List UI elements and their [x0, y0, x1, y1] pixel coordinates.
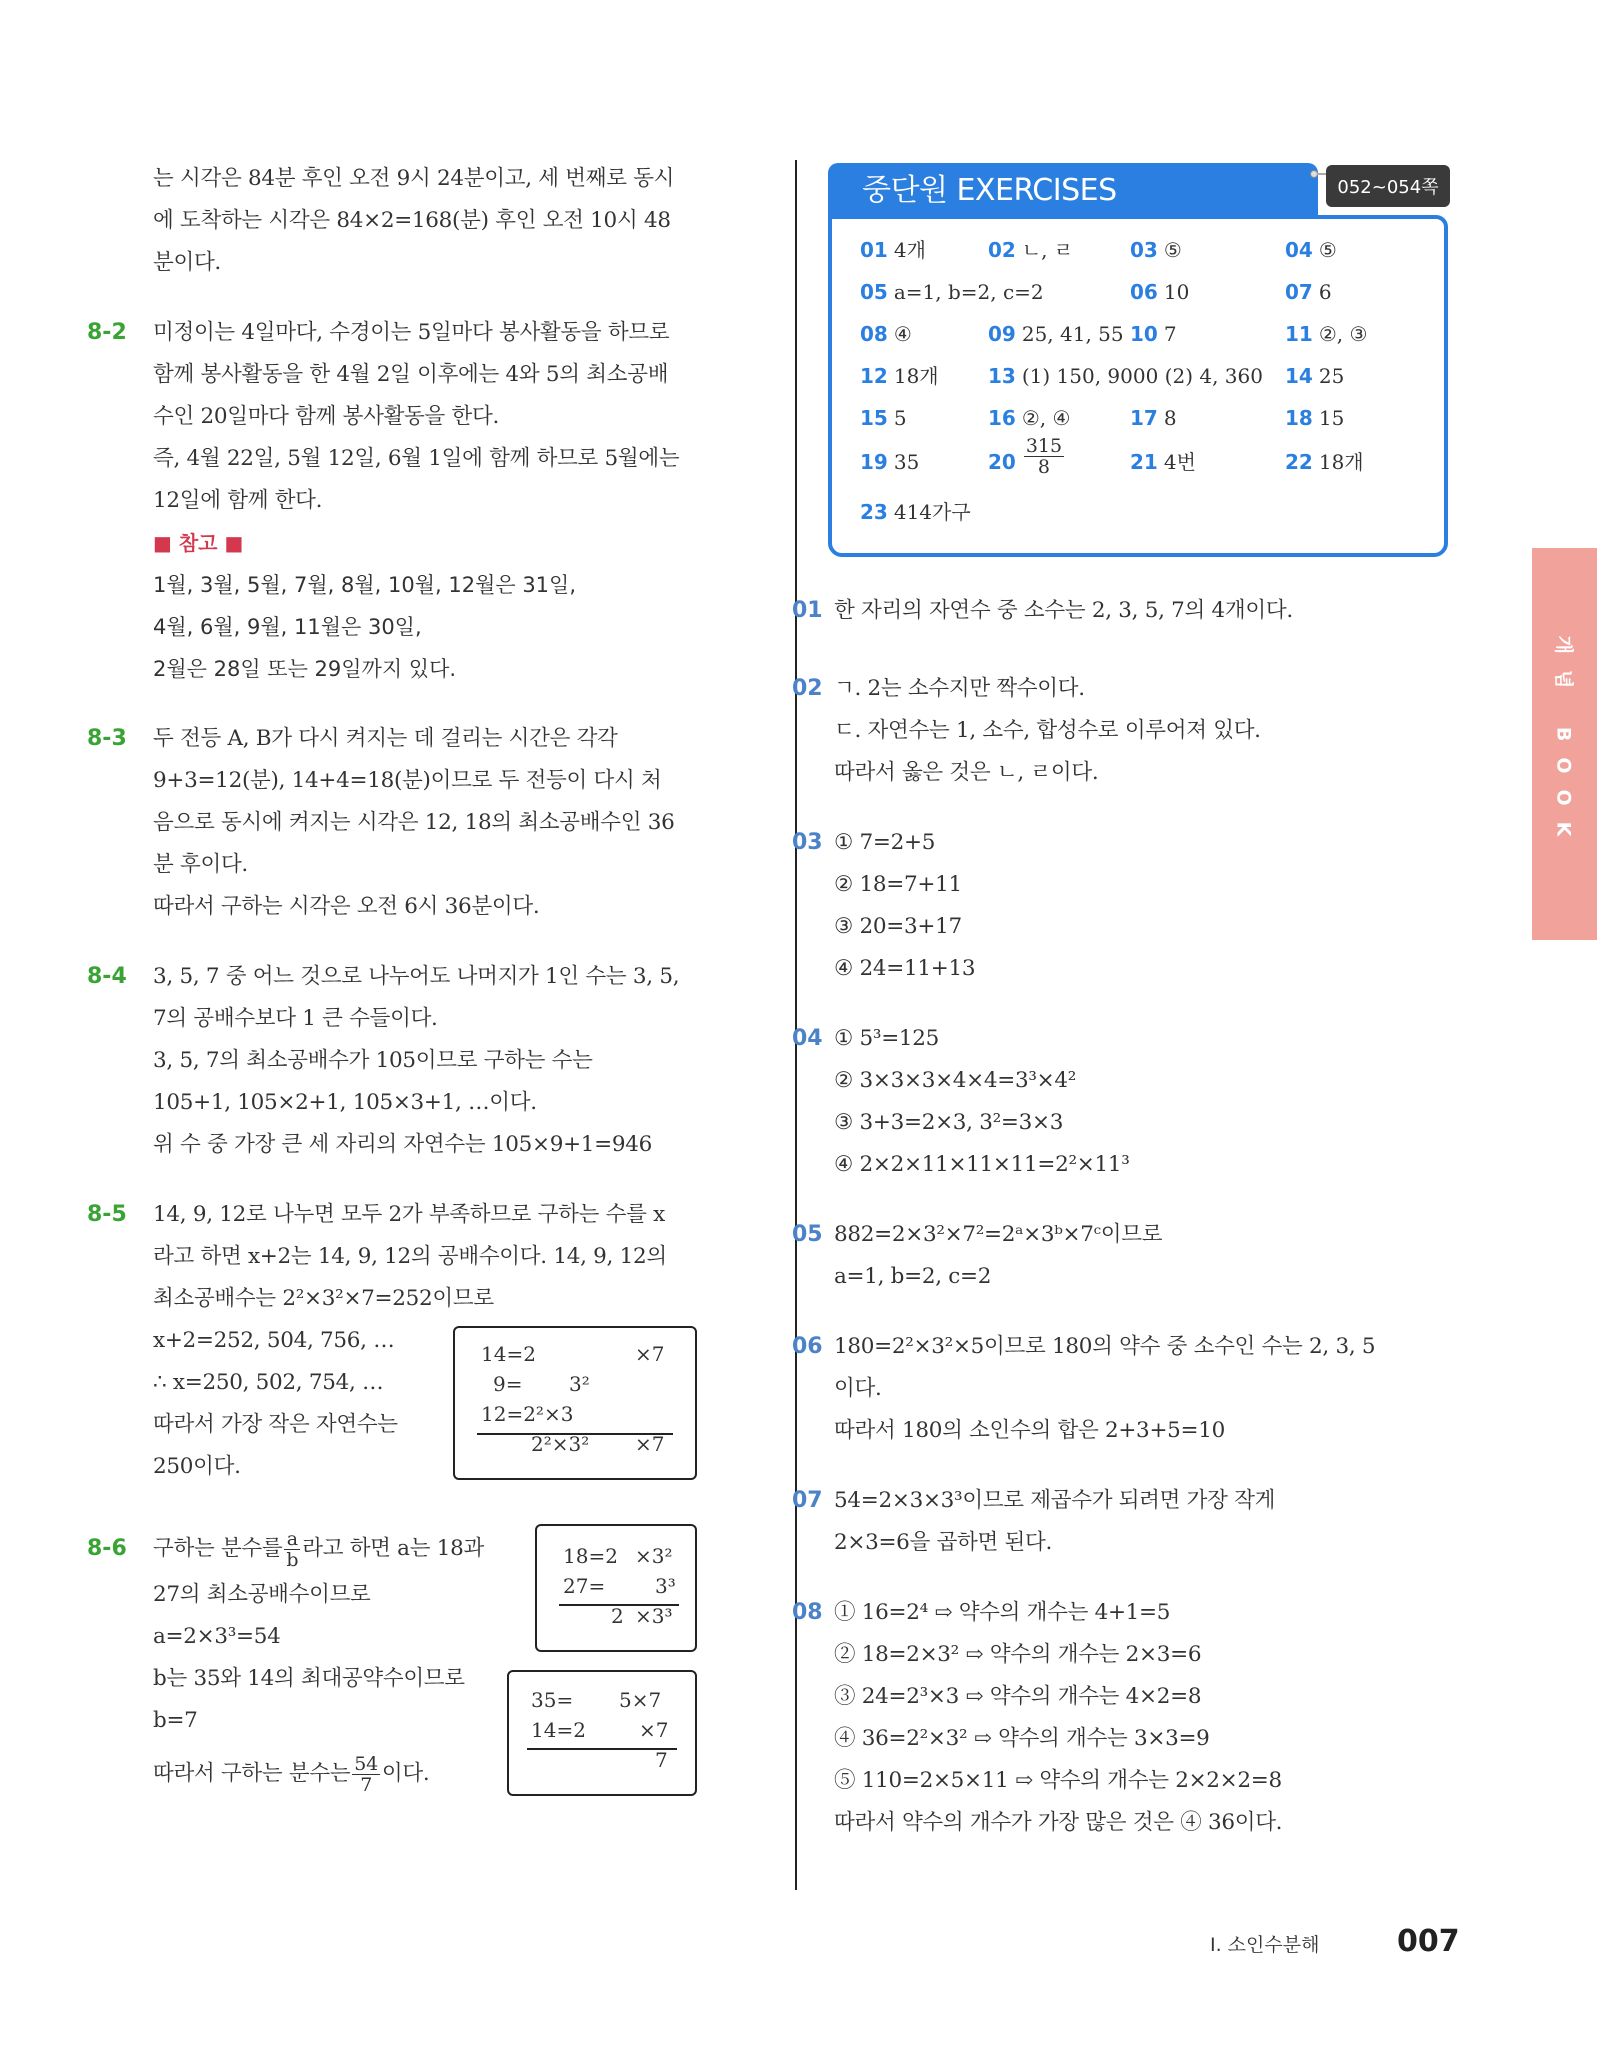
answer-number: 21 [1130, 450, 1158, 474]
answer-number: 07 [1285, 280, 1313, 304]
text-line: ∴ x=250, 502, 754, … [153, 1370, 384, 1395]
answer-item [988, 235, 1073, 265]
text-line: ④ 24=11+13 [834, 956, 976, 981]
answer-value: 25 [1318, 364, 1345, 388]
page-reference-tab: 052~054쪽 [1326, 165, 1450, 207]
note-line: 2월은 28일 또는 29일까지 있다. [153, 657, 457, 681]
answer-value: 35 [893, 450, 920, 474]
answer-value: 4개 [893, 238, 926, 262]
answer-number: 16 [988, 406, 1016, 430]
text-line: 위 수 중 가장 큰 세 자리의 자연수는 105×9+1=946 [153, 1132, 653, 1157]
problem-number: 8-2 [87, 320, 127, 345]
answer-item [988, 403, 1070, 433]
answer-number: 19 [860, 450, 888, 474]
text-line: 분이다. [153, 250, 221, 275]
solution-01 [792, 590, 1446, 632]
gcd-calculation-box [507, 1670, 697, 1796]
answer-item [1130, 447, 1196, 477]
answer-number: 01 [860, 238, 888, 262]
text-line: 882=2×3²×7²=2ᵃ×3ᵇ×7ᶜ이므로 [834, 1222, 1163, 1247]
text-line: ① 7=2+5 [834, 830, 936, 855]
calc-cell: 18=2 [563, 1544, 618, 1568]
solution-03 [792, 822, 1446, 990]
fraction-denominator: 8 [1037, 456, 1051, 478]
calc-cell: 3³ [655, 1574, 676, 1598]
answer-number: 06 [1130, 280, 1158, 304]
calc-cell: 3² [569, 1372, 590, 1396]
answer-number: 09 [988, 322, 1016, 346]
text-line: a=1, b=2, c=2 [834, 1264, 992, 1289]
side-tab-label: 개념 BOOK [1552, 635, 1574, 853]
calc-cell: 7 [655, 1748, 668, 1772]
solution-08 [792, 1592, 1446, 1844]
solution-05 [792, 1214, 1446, 1298]
answer-value: 5 [893, 406, 907, 430]
solution-07 [792, 1480, 1446, 1564]
problem-number: 07 [792, 1488, 823, 1513]
text-line: 라고 하면 x+2는 14, 9, 12의 공배수이다. 14, 9, 12의 [153, 1244, 667, 1269]
chapter-title: Ⅰ. 소인수분해 [1210, 1934, 1320, 1956]
text-line: a=2×3³=54 [153, 1624, 281, 1649]
answer-number: 04 [1285, 238, 1313, 262]
problem-number: 01 [792, 598, 823, 623]
calc-cell: 14=2 [531, 1718, 586, 1742]
fraction-denominator: 7 [360, 1773, 372, 1796]
answer-value: 25, 41, 55 [1021, 322, 1124, 346]
problem-number: 8-4 [87, 964, 127, 989]
calc-cell: ×7 [639, 1718, 669, 1742]
text-line: 한 자리의 자연수 중 소수는 2, 3, 5, 7의 4개이다. [834, 598, 1293, 623]
answer-value: ②, ③ [1318, 322, 1368, 346]
problem-number: 05 [792, 1222, 823, 1247]
calc-cell: 12=2²×3 [481, 1402, 574, 1426]
text-line: 54=2×3×3³이므로 제곱수가 되려면 가장 작게 [834, 1488, 1276, 1513]
solution-8-2 [87, 312, 765, 690]
answer-number: 10 [1130, 322, 1158, 346]
text-line: 즉, 4월 22일, 5월 12일, 6월 1일에 함께 하므로 5월에는 [153, 446, 680, 471]
text-line: ① 5³=125 [834, 1026, 940, 1051]
text-line: ④ 2×2×11×11×11=2²×11³ [834, 1152, 1130, 1177]
fraction-numerator: 54 [354, 1752, 378, 1775]
text-line: ① 16=2⁴ ⇨ 약수의 개수는 4+1=5 [834, 1600, 1171, 1625]
text-line: b=7 [153, 1708, 198, 1733]
solution-8-4 [87, 956, 765, 1166]
text-span: 이다. [381, 1761, 430, 1786]
text-line: 두 전등 A, B가 다시 켜지는 데 걸리는 시간은 각각 [153, 726, 618, 751]
text-line: ⑤ 110=2×5×11 ⇨ 약수의 개수는 2×2×2=8 [834, 1768, 1282, 1793]
answer-number: 20 [988, 450, 1016, 474]
calc-cell: 27= [563, 1574, 606, 1598]
answer-number: 08 [860, 322, 888, 346]
problem-number: 06 [792, 1334, 823, 1359]
text-line: 105+1, 105×2+1, 105×3+1, …이다. [153, 1090, 537, 1115]
answer-item [860, 235, 926, 265]
text-line: ③ 3+3=2×3, 3²=3×3 [834, 1110, 1064, 1135]
answers-grid-box [828, 215, 1448, 557]
exercises-title: 중단원 EXERCISES [828, 163, 1318, 219]
answer-number: 14 [1285, 364, 1313, 388]
problem-number: 08 [792, 1600, 823, 1625]
left-column [87, 158, 765, 1814]
answer-item [988, 319, 1124, 349]
calc-cell: 35= [531, 1688, 574, 1712]
text-line: 음으로 동시에 켜지는 시각은 12, 18의 최소공배수인 36 [153, 810, 675, 835]
solution-02 [792, 668, 1446, 794]
answer-item [860, 447, 919, 477]
page-number: 007 [1397, 1924, 1460, 1959]
text-line: 따라서 가장 작은 자연수는 [153, 1412, 398, 1437]
answer-value: 7 [1163, 322, 1177, 346]
answer-item [1285, 235, 1337, 265]
calc-cell: 14=2 [481, 1342, 536, 1366]
problem-number: 03 [792, 830, 823, 855]
text-line: 3, 5, 7의 최소공배수가 105이므로 구하는 수는 [153, 1048, 593, 1073]
answer-item [1285, 447, 1364, 477]
answer-item [860, 403, 907, 433]
answer-item [860, 497, 971, 527]
answer-number: 17 [1130, 406, 1158, 430]
text-line: 는 시각은 84분 후인 오전 9시 24분이고, 세 번째로 동시 [153, 166, 675, 191]
note-line: 4월, 6월, 9월, 11월은 30일, [153, 615, 422, 639]
answer-number: 05 [860, 280, 888, 304]
text-line: x+2=252, 504, 756, … [153, 1328, 395, 1353]
text-line: b는 35와 14의 최대공약수이므로 [153, 1666, 465, 1691]
text-line: ③ 24=2³×3 ⇨ 약수의 개수는 4×2=8 [834, 1684, 1202, 1709]
calc-cell: ×7 [635, 1432, 665, 1456]
lcm-calculation-box [535, 1524, 697, 1652]
calc-cell: 5×7 [619, 1688, 662, 1712]
intro-text [153, 158, 765, 284]
answer-item [1130, 319, 1177, 349]
text-line: 27의 최소공배수이므로 [153, 1582, 371, 1607]
answer-number: 15 [860, 406, 888, 430]
text-line: 따라서 180의 소인수의 합은 2+3+5=10 [834, 1418, 1226, 1443]
answer-value: 4번 [1163, 450, 1196, 474]
answer-number: 12 [860, 364, 888, 388]
answer-item [1285, 403, 1344, 433]
answer-item [860, 277, 1044, 307]
answer-number: 13 [988, 364, 1016, 388]
answer-value: ④ [893, 322, 912, 346]
answer-value: 18개 [1318, 450, 1364, 474]
lcm-calculation-box [453, 1326, 697, 1480]
right-column [792, 590, 1446, 1844]
calc-cell: 9= [493, 1372, 523, 1396]
answer-item [860, 319, 912, 349]
fraction-denominator: b [286, 1548, 299, 1571]
text-span: 구하는 분수를 [153, 1536, 283, 1561]
text-line: 이다. [834, 1376, 882, 1401]
answer-number: 03 [1130, 238, 1158, 262]
text-line: 분 후이다. [153, 852, 248, 877]
answer-number: 23 [860, 500, 888, 524]
answer-value: ⑤ [1318, 238, 1337, 262]
answer-item [1130, 235, 1182, 265]
answer-item [1130, 403, 1177, 433]
fraction [284, 1529, 300, 1570]
calc-cell: 2²×3² [531, 1432, 590, 1456]
text-line: ④ 36=2²×3² ⇨ 약수의 개수는 3×3=9 [834, 1726, 1210, 1751]
answer-item [988, 435, 1066, 478]
calc-cell: 2 [611, 1604, 624, 1628]
answer-value: 6 [1318, 280, 1332, 304]
answer-number: 18 [1285, 406, 1313, 430]
answer-value: 8 [1163, 406, 1177, 430]
calc-cell: ×7 [635, 1342, 665, 1366]
fraction-numerator: a [284, 1529, 300, 1550]
solution-8-6 [87, 1524, 765, 1814]
text-line: 250이다. [153, 1454, 241, 1479]
answer-item [860, 361, 939, 391]
text-span: 따라서 구하는 분수는 [153, 1761, 351, 1786]
text-line: 9+3=12(분), 14+4=18(분)이므로 두 전등이 다시 처 [153, 768, 662, 793]
answer-value: (1) 150, 9000 (2) 4, 360 [1021, 364, 1263, 388]
answer-item [1285, 319, 1367, 349]
answer-item [1285, 277, 1332, 307]
answer-value: ⑤ [1163, 238, 1182, 262]
text-line: 수인 20일마다 함께 봉사활동을 한다. [153, 404, 499, 429]
solution-04 [792, 1018, 1446, 1186]
answer-item [988, 361, 1263, 391]
fraction-numerator: 315 [1025, 435, 1063, 457]
text-line: ㄷ. 자연수는 1, 소수, 합성수로 이루어져 있다. [834, 718, 1261, 743]
text-line: 2×3=6을 곱하면 된다. [834, 1530, 1052, 1555]
text-line: ③ 20=3+17 [834, 914, 962, 939]
solution-8-5 [87, 1194, 765, 1488]
side-section-tab [1532, 548, 1597, 940]
text-line: 따라서 옳은 것은 ㄴ, ㄹ이다. [834, 760, 1099, 785]
text-line: 에 도착하는 시각은 84×2=168(분) 후인 오전 10시 48 [153, 208, 671, 233]
text-span: 라고 하면 a는 18과 [302, 1536, 484, 1561]
answer-value: 10 [1163, 280, 1190, 304]
text-line: 180=2²×3²×5이므로 180의 약수 중 소수인 수는 2, 3, 5 [834, 1334, 1376, 1359]
answer-value: 18개 [893, 364, 939, 388]
answer-number: 22 [1285, 450, 1313, 474]
text-line: 최소공배수는 2²×3²×7=252이므로 [153, 1286, 494, 1311]
problem-number: 8-5 [87, 1202, 127, 1227]
note-title: ■ 참고 ■ [153, 531, 244, 555]
answer-value: ②, ④ [1021, 406, 1071, 430]
text-line: ② 3×3×3×4×4=3³×4² [834, 1068, 1077, 1093]
text-line: 7의 공배수보다 1 큰 수들이다. [153, 1006, 438, 1031]
answer-item [1285, 361, 1344, 391]
note-line: 1월, 3월, 5월, 7월, 8월, 10월, 12월은 31일, [153, 573, 576, 597]
calc-cell: ×3² [635, 1544, 673, 1568]
answer-value: ㄴ, ㄹ [1021, 238, 1074, 262]
problem-number: 04 [792, 1026, 823, 1051]
solution-8-3 [87, 718, 765, 928]
text-line: 미정이는 4일마다, 수경이는 5일마다 봉사활동을 하므로 [153, 320, 670, 345]
answer-value: 414가구 [893, 500, 971, 524]
solution-06 [792, 1326, 1446, 1452]
problem-number: 02 [792, 676, 823, 701]
text-line: 3, 5, 7 중 어느 것으로 나누어도 나머지가 1인 수는 3, 5, [153, 964, 680, 989]
exercises-answer-box [828, 163, 1448, 557]
answer-number: 11 [1285, 322, 1313, 346]
text-line: 14, 9, 12로 나누면 모두 2가 부족하므로 구하는 수를 x [153, 1202, 665, 1227]
fraction [352, 1754, 380, 1795]
calc-cell: ×3³ [635, 1604, 673, 1628]
answer-value: 15 [1318, 406, 1345, 430]
answer-item [1130, 277, 1189, 307]
answer-number: 02 [988, 238, 1016, 262]
answer-value: a=1, b=2, c=2 [893, 280, 1044, 304]
text-line: 함께 봉사활동을 한 4월 2일 이후에는 4와 5의 최소공배 [153, 362, 669, 387]
problem-number: 8-6 [87, 1536, 127, 1561]
text-line: 따라서 구하는 시각은 오전 6시 36분이다. [153, 894, 540, 919]
text-line: ② 18=7+11 [834, 872, 962, 897]
fraction [1024, 436, 1064, 477]
text-line: ㄱ. 2는 소수지만 짝수이다. [834, 676, 1085, 701]
text-line: 따라서 약수의 개수가 가장 많은 것은 ④ 36이다. [834, 1810, 1283, 1835]
text-line: 12일에 함께 한다. [153, 488, 323, 513]
problem-number: 8-3 [87, 726, 127, 751]
text-line: ② 18=2×3² ⇨ 약수의 개수는 2×3=6 [834, 1642, 1202, 1667]
